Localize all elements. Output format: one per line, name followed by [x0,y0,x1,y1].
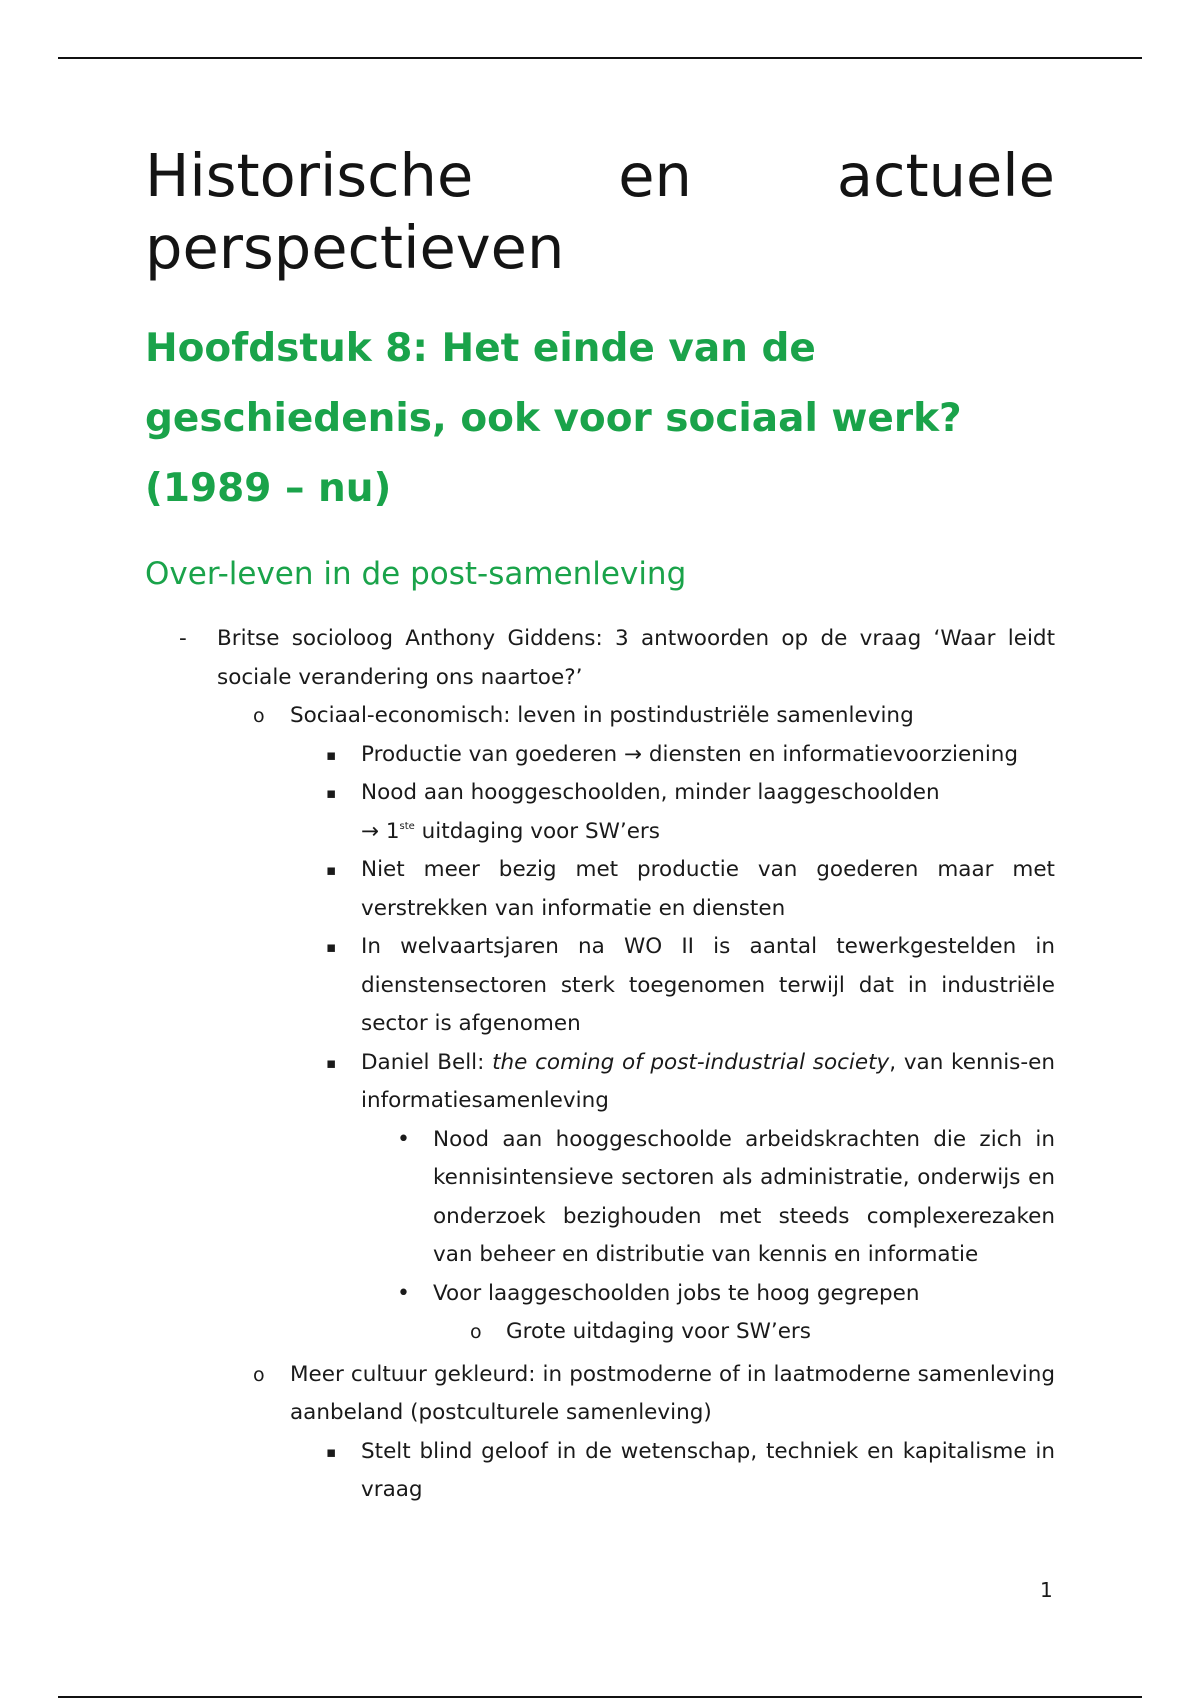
title-word-2: en [618,141,692,210]
circle-bullet: o [253,1363,265,1386]
list-item [145,774,1055,851]
square-bullet: ▪ [326,784,337,802]
list-item-text: Stelt blind geloof in de wetenschap, techniek en kapitalisme in vraag [361,1438,1055,1502]
list-item-text: Voor laaggeschoolden jobs te hoog gegrepen [433,1280,920,1306]
arrow-text: → 1 [361,818,400,844]
text-segment: , van kennis-en informatiesamenleving [361,1049,1055,1113]
list-item [145,1313,1055,1352]
footer-rule [58,1696,1142,1698]
list-item-text [361,1044,1055,1121]
dot-bullet: • [397,1280,410,1306]
italic-title: the coming of post-industrial society [492,1049,890,1075]
list-item-text: Grote uitdaging voor SW’ers [506,1319,811,1344]
chapter-line-3: (1989 – nu) [145,466,392,511]
title-line-2: perspectieven [145,213,565,282]
title-word-1: Historische [145,141,474,210]
dot-bullet: • [397,1126,410,1152]
list-item-text: Productie van goederen → diensten en informatievoorziening [361,741,1019,767]
list-item [145,1044,1055,1121]
title-word-3: actuele [836,141,1055,210]
document-title [145,140,1055,284]
list-item-text: Niet meer bezig met productie van goederen maar met verstrekken van informatie en diensten [361,857,1055,921]
chapter-line-2: geschiedenis, ook voor sociaal werk? [145,396,962,441]
square-bullet: ▪ [326,1442,337,1461]
circle-bullet: o [253,705,265,727]
continuation-text: uitdaging voor SW’ers [414,818,660,844]
text-segment: Daniel Bell: [361,1049,493,1075]
header-rule [58,57,1142,59]
list-item-text: Britse socioloog Anthony Giddens: 3 antwoorden op de vraag ‘Waar leidt sociale verandering ons naartoe?’ [217,626,1055,690]
list-item [145,697,1055,736]
list-item [145,928,1055,1044]
square-bullet: ▪ [326,938,337,956]
list-item-text: Nood aan hooggeschoolde arbeidskrachten die zich in kennisintensieve sectoren als administratie, onderwijs en onderzoek bezighouden met steeds complexerezaken van beheer en distributie van kennis en informatie [433,1126,1055,1267]
list-item [145,736,1055,775]
chapter-heading [145,314,1055,524]
list-item [145,1433,1055,1510]
bullet-list [145,620,1055,1510]
list-item [145,851,1055,928]
square-bullet: ▪ [326,1053,337,1072]
list-item-text: Sociaal-economisch: leven in postindustriële samenleving [290,703,914,728]
chapter-line-1: Hoofdstuk 8: Het einde van de [145,326,816,371]
list-item [145,1275,1055,1314]
title-line-1 [145,140,1055,212]
list-item [145,620,1055,697]
dash-bullet: - [179,626,187,651]
square-bullet: ▪ [326,745,337,764]
circle-bullet: o [470,1321,482,1343]
list-item-text: Nood aan hooggeschoolden, minder laaggeschoolden [361,780,940,805]
page-content [145,140,1055,1510]
square-bullet: ▪ [326,861,337,879]
list-item-text: Meer cultuur gekleurd: in postmoderne of in laatmoderne samenleving aanbeland (postculturele samenleving) [290,1361,1055,1425]
section-heading: Over-leven in de post-samenleving [145,556,687,592]
page-number: 1 [1040,1578,1053,1602]
list-item [145,1356,1055,1433]
superscript: ste [399,820,415,832]
list-item [145,1121,1055,1275]
list-item-continuation [361,813,1055,852]
list-item-text: In welvaartsjaren na WO II is aantal tewerkgestelden in dienstensectoren sterk toegenomen terwijl dat in industriële sector is afgenomen [361,934,1055,1036]
